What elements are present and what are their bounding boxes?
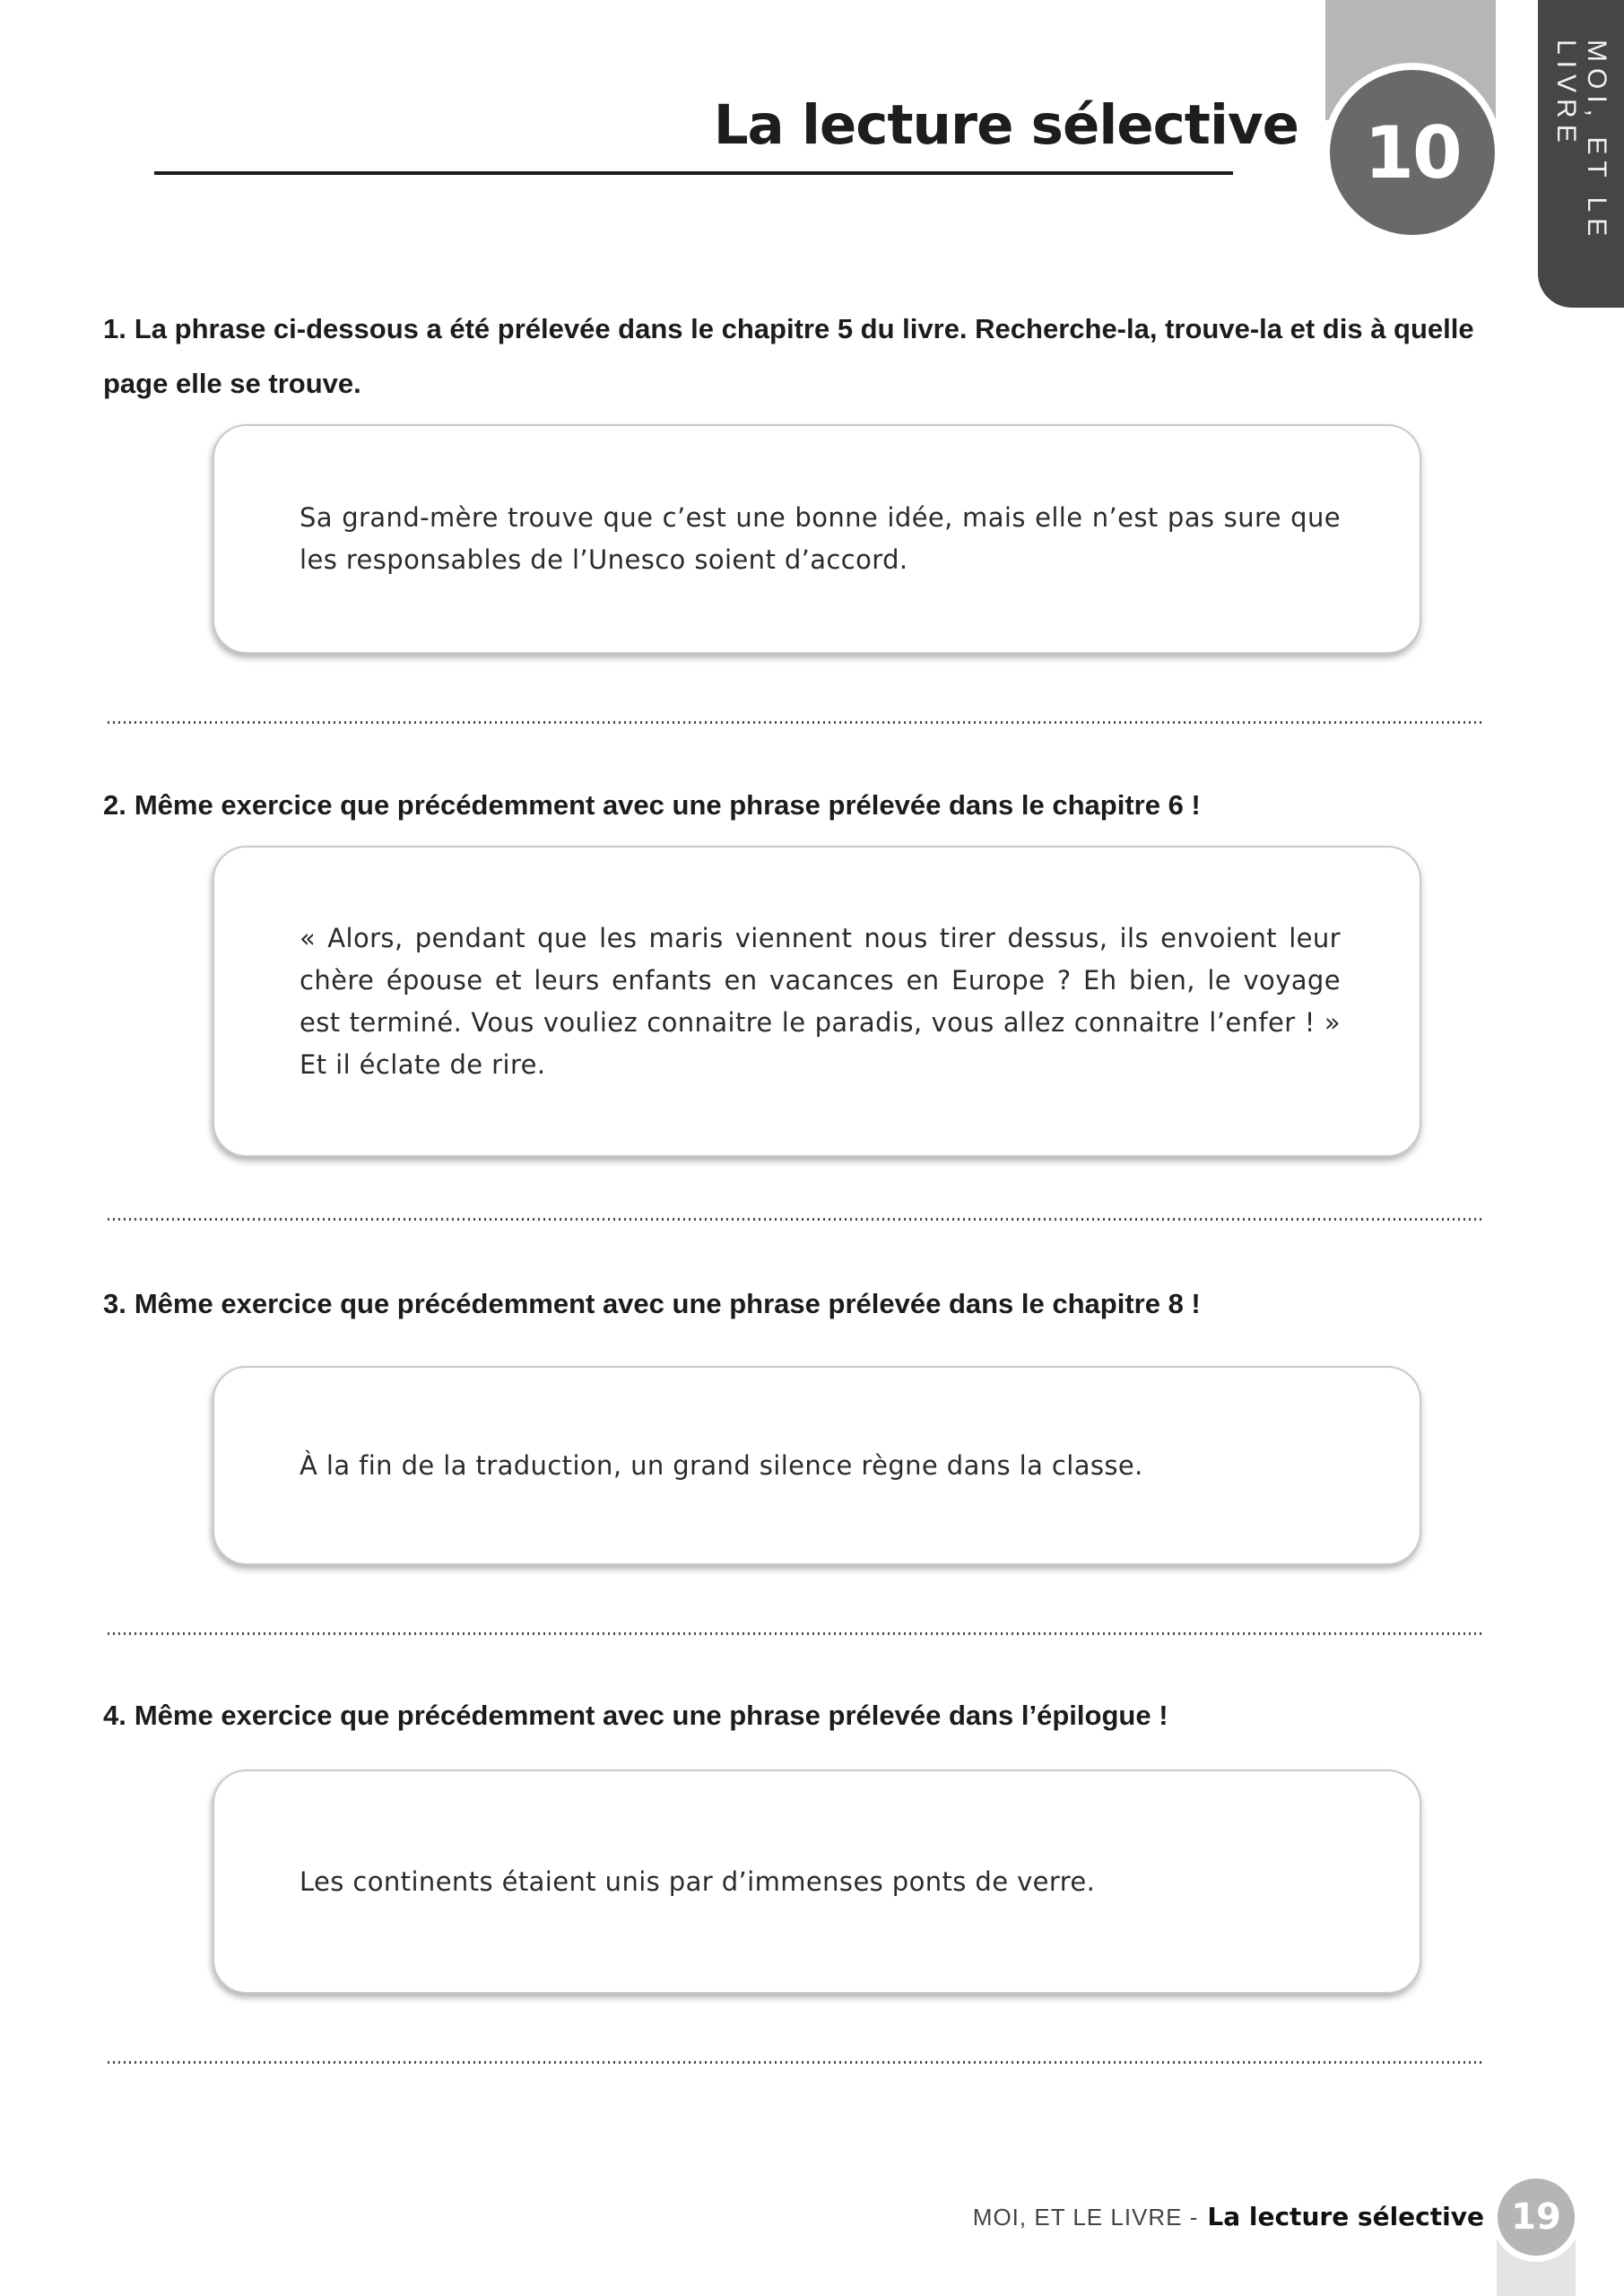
answer-line-2 xyxy=(108,1218,1484,1221)
footer-chapter-label: La lecture sélective xyxy=(1207,2202,1484,2231)
exercise-1-prompt-text: La phrase ci-dessous a été prélevée dans le chapitre 5 du livre. Recherche-la, trouve-la et dis à quelle page elle se trouve. xyxy=(103,313,1474,399)
footer-series-label: MOI, ET LE LIVRE - xyxy=(972,2204,1199,2231)
answer-line-3 xyxy=(108,1632,1484,1635)
exercise-2-quote-text: « Alors, pendant que les maris viennent nous tirer dessus, ils envoient leur chère épouse et leurs enfants en vacances en Europe ? Eh bien, le voyage est terminé. Vous vouliez connaitre le paradis, vous allez connaitre l’enfer ! » Et il éclate de rire. xyxy=(300,922,1341,1080)
exercise-2-quote-box xyxy=(213,846,1421,1157)
exercise-4-prompt-text: Même exercice que précédemment avec une phrase prélevée dans l’épilogue ! xyxy=(134,1700,1168,1731)
title-underline xyxy=(154,171,1233,175)
unit-badge xyxy=(1323,63,1502,242)
exercise-3-prompt xyxy=(103,1276,1489,1331)
exercise-2-prompt-text: Même exercice que précédemment avec une phrase prélevée dans le chapitre 6 ! xyxy=(134,789,1201,821)
exercise-3-quote-box xyxy=(213,1366,1421,1565)
footer xyxy=(973,2202,1484,2231)
exercise-1-prompt xyxy=(103,301,1489,411)
exercise-3-number: 3. xyxy=(103,1288,126,1319)
side-tab-label: MOI, ET LE LIVRE xyxy=(1551,39,1611,243)
exercise-2-prompt xyxy=(103,778,1489,832)
exercise-4-number: 4. xyxy=(103,1700,126,1731)
page-number: 19 xyxy=(1511,2196,1561,2238)
exercise-3-prompt-text: Même exercice que précédemment avec une phrase prélevée dans le chapitre 8 ! xyxy=(134,1288,1201,1319)
answer-line-1 xyxy=(108,721,1484,724)
exercise-4-quote-box xyxy=(213,1770,1421,1994)
exercise-4-prompt xyxy=(103,1688,1489,1743)
exercise-1-quote-box xyxy=(213,424,1421,654)
exercise-4-quote-text: Les continents étaient unis par d’immenses ponts de verre. xyxy=(300,1866,1096,1897)
exercise-1-quote-text: Sa grand-mère trouve que c’est une bonne idée, mais elle n’est pas sure que les responsables de l’Unesco soient d’accord. xyxy=(300,502,1341,575)
exercise-2-number: 2. xyxy=(103,789,126,821)
exercise-1-number: 1. xyxy=(103,313,126,344)
answer-line-4 xyxy=(108,2061,1484,2064)
chapter-side-tab xyxy=(1538,0,1624,308)
page-title: La lecture sélective xyxy=(713,93,1298,157)
unit-number: 10 xyxy=(1364,110,1461,195)
exercise-3-quote-text: À la fin de la traduction, un grand silence règne dans la classe. xyxy=(300,1449,1143,1481)
page-number-badge xyxy=(1491,2172,1581,2262)
